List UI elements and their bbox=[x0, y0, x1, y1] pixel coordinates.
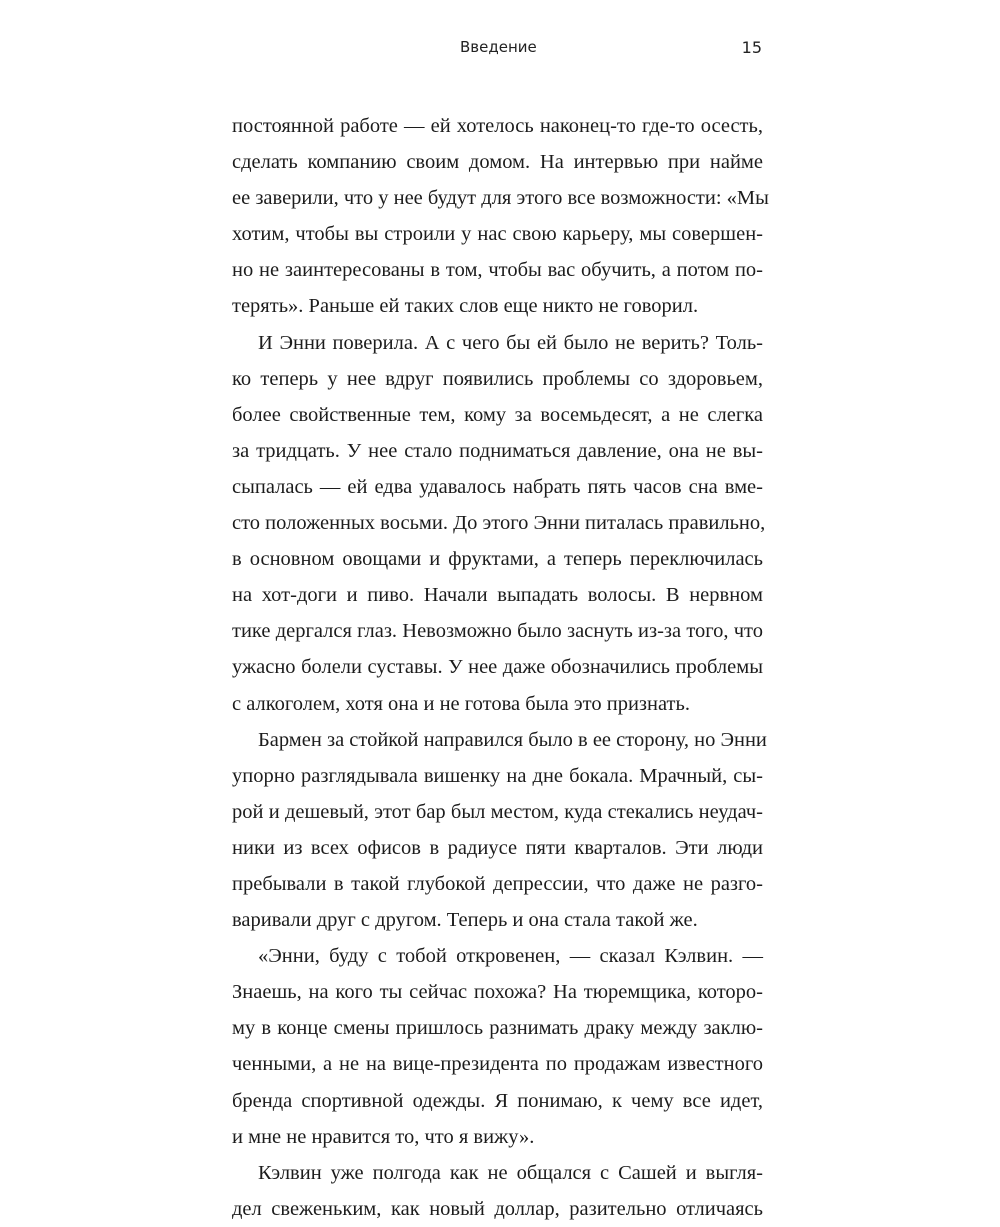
text-line: терять». Раньше ей таких слов еще никто не говорил. bbox=[232, 295, 699, 318]
text-line: му в конце смены пришлось разнимать драку между заклю- bbox=[232, 1017, 763, 1040]
text-line: И Энни поверила. А с чего бы ей было не верить? Толь- bbox=[258, 331, 763, 354]
text-line: сто положенных восьми. До этого Энни питалась правильно, bbox=[232, 512, 766, 535]
text-line: постоянной работе — ей хотелось наконец-то где-то осесть, bbox=[232, 115, 763, 137]
body-text bbox=[232, 108, 769, 1227]
paragraph bbox=[232, 108, 769, 325]
text-line: и мне не нравится то, что я вижу». bbox=[232, 1125, 535, 1148]
text-line: «Энни, буду с тобой откровенен, — сказал Кэлвин. — bbox=[258, 945, 763, 968]
text-line: сыпалась — ей едва удавалось набрать пять часов сна вме- bbox=[232, 475, 763, 498]
text-line: бренда спортивной одежды. Я понимаю, к чему все идет, bbox=[232, 1089, 763, 1112]
text-line: более свойственные тем, кому за восемьдесят, а не слегка bbox=[232, 403, 763, 426]
paragraph bbox=[232, 325, 766, 722]
text-line: Кэлвин уже полгода как не общался с Сашей и выгля- bbox=[258, 1161, 763, 1184]
text-line: Бармен за стойкой направился было в ее сторону, но Энни bbox=[258, 728, 767, 751]
text-line: ники из всех офисов в радиусе пяти кварталов. Эти люди bbox=[232, 836, 763, 859]
text-line: варивали друг с другом. Теперь и она стала такой же. bbox=[232, 909, 698, 932]
text-line: рой и дешевый, этот бар был местом, куда стекались неудач- bbox=[232, 800, 763, 823]
text-line: на хот-доги и пиво. Начали выпадать волосы. В нервном bbox=[232, 584, 763, 607]
paragraph bbox=[232, 1155, 763, 1227]
text-line: ужасно болели суставы. У нее даже обозначились проблемы bbox=[232, 656, 763, 679]
paragraph bbox=[232, 722, 767, 939]
text-line: тике дергался глаз. Невозможно было заснуть из-за того, что bbox=[232, 620, 763, 643]
text-line: пребывали в такой глубокой депрессии, что даже не разго- bbox=[232, 872, 763, 895]
text-line: но не заинтересованы в том, чтобы вас обучить, а потом по- bbox=[232, 259, 763, 282]
text-line: Знаешь, на кого ты сейчас похожа? На тюремщика, которо- bbox=[232, 981, 763, 1004]
text-line: ко теперь у нее вдруг появились проблемы со здоровьем, bbox=[232, 367, 763, 390]
paragraph bbox=[232, 938, 763, 1155]
page-number: 15 bbox=[741, 38, 762, 57]
chapter-title: Введение bbox=[460, 38, 537, 56]
text-line: сделать компанию своим домом. На интервью при найме bbox=[232, 151, 763, 174]
running-header bbox=[232, 38, 762, 62]
text-line: хотим, чтобы вы строили у нас свою карьеру, мы совершен- bbox=[232, 223, 763, 246]
text-line: дел свеженьким, как новый доллар, разительно отличаясь bbox=[232, 1197, 763, 1220]
text-line: за тридцать. У нее стало подниматься давление, она не вы- bbox=[232, 439, 763, 462]
text-line: в основном овощами и фруктами, а теперь переключилась bbox=[232, 548, 763, 571]
text-line: ее заверили, что у нее будут для этого все возможности: «Мы bbox=[232, 187, 769, 210]
text-line: ченными, а не на вице-президента по продажам известного bbox=[232, 1053, 763, 1076]
text-line: с алкоголем, хотя она и не готова была это признать. bbox=[232, 692, 690, 715]
text-line: упорно разглядывала вишенку на дне бокала. Мрачный, сы- bbox=[232, 764, 763, 787]
